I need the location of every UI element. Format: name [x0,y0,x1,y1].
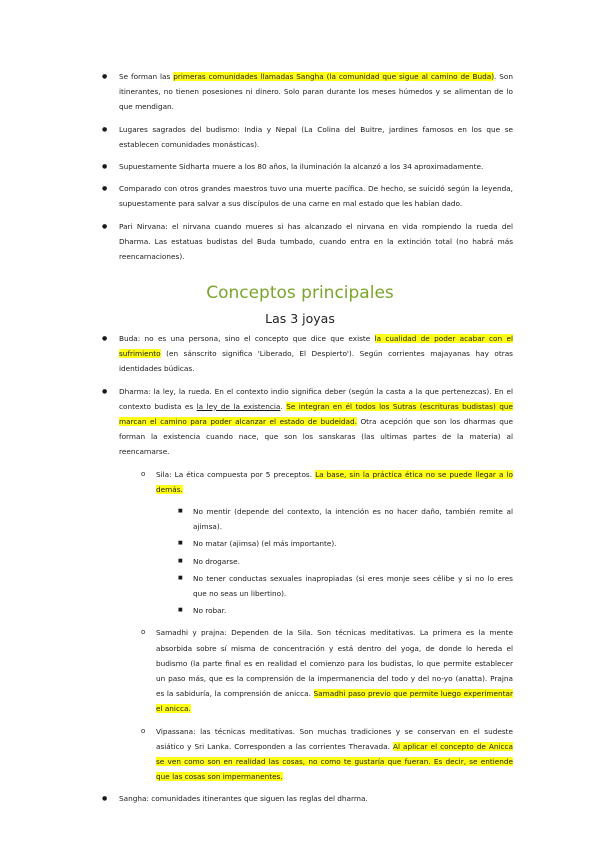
bullet-item-sacred-places: ● Lugares sagrados del budismo: India y Nepal (La Colina del Buitre, jardines famosos en los que se establecen comunidades monásticas). [119,122,513,152]
section-subheading: Las 3 joyas [265,311,335,326]
bullet-dot-icon: ● [102,185,108,193]
highlighted-text: Samadhi paso previo que permite luego experimentar el anicca. [156,689,513,714]
bullet-item-peaceful-death: ● Comparado con otros grandes maestros tuvo una muerte pacífica. De hecho, se suicidó según la leyenda, supuestamente para salvar a sus discípulos de una carne en mal estado que les habían dado. [119,181,513,211]
precept-item: ■ No robar. [193,603,513,618]
highlighted-text: la cualidad de poder acabar con el sufrimiento [119,334,513,359]
bullet-item-sangha-origin: ● Se forman las primeras comunidades llamadas Sangha (la comunidad que sigue al camino de Buda). Son itinerantes, no tienen posesiones ni dinero. Solo paran durante los meses húmedos y se alimentan de lo que mendigan. [119,69,513,115]
underlined-text: la ley de la existencia [196,401,281,411]
sub-item-sila: o Sila: La ética compuesta por 5 preceptos. La base, sin la práctica ética no se puede llegar a lo demás. [156,467,513,497]
bullet-item-pari-nirvana: ● Pari Nirvana: el nirvana cuando mueres si has alcanzado el nirvana en vida rompiendo la rueda del Dharma. Las estatuas budistas del Buda tumbado, cuando entra en la extinción total (no habrá más reencarnaciones). [119,219,513,265]
highlighted-text: Se integran en él todos los Sutras (escrituras budistas) que marcan el camino para poder alcanzar el estado de budeidad. [119,401,513,427]
bullet-item-death: ● Supuestamente Sidharta muere a los 80 años, la iluminación la alcanzó a los 34 aproximadamente. [119,159,513,174]
precept-item: ■ No mentir (depende del contexto, la intención es no hacer daño, también remite al ajimsa). [193,504,513,534]
bullet-dot-icon: ● [102,222,108,230]
bullet-square-icon: ■ [178,607,183,614]
bullet-square-icon: ■ [178,574,183,581]
precept-item: ■ No tener conductas sexuales inapropiadas (si eres monje sees célibe y si no lo eres que no seas un libertino). [193,571,513,601]
precept-item: ■ No matar (ajimsa) (el más importante). [193,536,513,551]
bullet-dot-icon: ● [102,335,108,342]
bullet-item-sangha: ● Sangha: comunidades itinerantes que siguen las reglas del dharma. [119,791,513,806]
bullet-dot-icon: ● [102,387,108,395]
bullet-square-icon: ■ [178,508,183,515]
bullet-dot-icon: ● [102,125,108,133]
bullet-circle-icon: o [141,469,146,478]
bullet-dot-icon: ● [102,795,108,803]
intro-list [0,69,600,271]
bullet-circle-icon: o [141,726,146,735]
bullet-item-dharma: ● Dharma: la ley, la rueda. En el contexto indio significa deber (según la casta a la que pertenezcas). En el contexto budista es la ley de la existencia. Se integran en él todos los Sutras (escrituras budistas) que marcan el camino para poder alcanzar el estado de budeidad. Otra acepción que son los dharmas que forman la existencia cuando nace, que son los sanskaras (las ultimas partes de la materia) al reencarnarse. [119,384,513,460]
bullet-square-icon: ■ [178,557,183,564]
sub-item-vipassana: o Vipassana: las técnicas meditativas. Son muchas tradiciones y se conservan en el sudeste asiático y Sri Lanka. Corresponden a las corrientes Theravada. Al aplicar el concepto de Anicca se ven como son en realidad las cosas, no como te gustaría que fueran. Es decir, se entiende que las cosas son impermanentes. [156,724,513,785]
section-heading: Conceptos principales [206,283,394,303]
highlighted-text: primeras comunidades llamadas Sangha (la comunidad que sigue al camino de Buda) [173,72,495,81]
bullet-dot-icon: ● [102,73,108,80]
bullet-square-icon: ■ [178,540,183,547]
bullet-circle-icon: o [141,628,146,637]
sub-item-samadhi: o Samadhi y prajna: Dependen de la Sila. Son técnicas meditativas. La primera es la mente absorbida sobre sí misma de concentración y está dentro del yoga, de donde lo hereda el budismo (la parte final es en realidad el comienzo para los budistas, lo que permite establecer un paso más, que es la comprensión de la impermanencia del todo y del no-yo (anatta). Prajna es la sabiduría, la comprensión de anicca. Samadhi paso previo que permite luego experimentar el anicca. [156,625,513,716]
highlighted-text: La base, sin la práctica ética no se puede llegar a lo demás. [156,469,513,494]
precept-item: ■ No drogarse. [193,554,513,569]
highlighted-text: Al aplicar el concepto de Anicca se ven como son en realidad las cosas, no como te gustaría que fueran. Es decir, se entiende que las cosas son impermanentes. [156,741,513,782]
bullet-dot-icon: ● [102,163,108,171]
bullet-item-buda: ● Buda: no es una persona, sino el concepto que dice que existe la cualidad de poder acabar con el sufrimiento (en sánscrito significa 'Liberado, El Despierto'). Según corrientes majayanas hay otras identidades búdicas. [119,331,513,377]
three-jewels-list [0,331,600,814]
